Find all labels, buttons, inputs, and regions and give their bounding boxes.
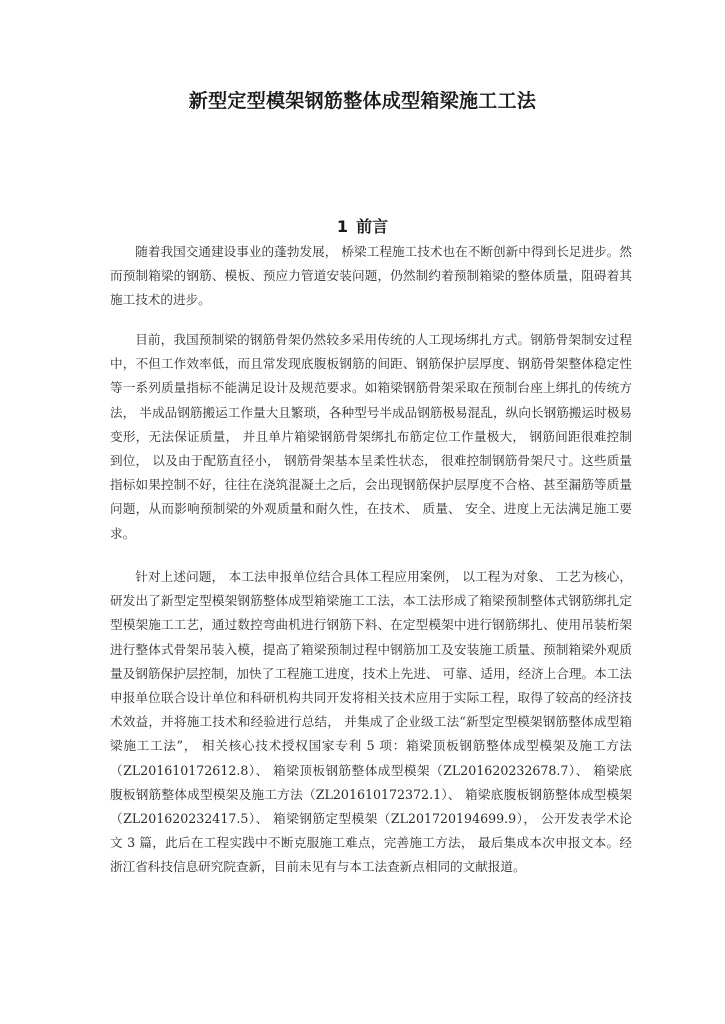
document-title: 新型定型模架钢筋整体成型箱梁施工工法 — [188, 90, 537, 112]
paragraph-1: 随着我国交通建设事业的蓬勃发展， 桥梁工程施工技术也在不断创新中得到长足进步。然而预制箱梁的钢筋、模板、预应力管道安装问题，仍然制约着预制箱梁的整体质量，阻碍着其施工技术的进步。 — [110, 244, 632, 308]
section-heading-text: 前言 — [356, 217, 389, 236]
section-heading — [0, 214, 725, 237]
section-number: 1 — [336, 217, 349, 236]
paragraph-3: 针对上述问题， 本工法申报单位结合具体工程应用案例， 以工程为对象、 工艺为核心，研发出了新型定型模架钢筋整体成型箱梁施工工法，本工法形成了箱梁预制整体式钢筋绑扎定型模架施工工艺，通过数控弯曲机进行钢筋下料、在定型模架中进行钢筋绑扎、使用吊装桁架进行整体式骨架吊装入模，提高了箱梁预制过程中钢筋加工及安装施工质量、预制箱梁外观质量及钢筋保护层控制，加快了工程施工进度，技术上先进、 可靠、适用，经济上合理。本工法申报单位联合设计单位和科研机构共同开发将相关技术应用于实际工程，取得了较高的经济技术效益，并将施工技术和经验进行总结， 并集成了企业级工法“新型定型模架钢筋整体成型箱梁施工工法”， 相关核心技术授权国家专利 5 项：箱梁顶板钢筋整体成型模架及施工方法（ZL201610172612.8）、 箱梁顶板钢筋整体成型模架（ZL201620232678.7）、 箱梁底腹板钢筋整体成型模架及施工方法（ZL201610172372.1）、 箱梁底腹板钢筋整体成型模架（ZL201620232417.5）、 箱梁钢筋定型模架（ZL201720194699.9）， 公开发表学术论文 3 篇，此后在工程实践中不断克服施工难点，完善施工方法， 最后集成本次申报文本。经浙江省科技信息研究院查新，目前未见有与本工法查新点相同的文献报道。 — [110, 569, 632, 875]
paragraph-2: 目前，我国预制梁的钢筋骨架仍然较多采用传统的人工现场绑扎方式。钢筋骨架制安过程中，不但工作效率低，而且常发现底腹板钢筋的间距、钢筋保护层厚度、钢筋骨架整体稳定性等一系列质量指标不能满足设计及规范要求。如箱梁钢筋骨架采取在预制台座上绑扎的传统方法， 半成品钢筋搬运工作量大且繁琐，各种型号半成品钢筋极易混乱，纵向长钢筋搬运时极易变形，无法保证质量， 并且单片箱梁钢筋骨架绑扎布筋定位工作量极大， 钢筋间距很难控制到位， 以及由于配筋直径小， 钢筋骨架基本呈柔性状态， 很难控制钢筋骨架尺寸。这些质量指标如果控制不好，往往在浇筑混凝土之后，会出现钢筋保护层厚度不合格、甚至漏筋等质量问题，从而影响预制梁的外观质量和耐久性，在技术、 质量、 安全、进度上无法满足施工要求。 — [110, 332, 632, 541]
